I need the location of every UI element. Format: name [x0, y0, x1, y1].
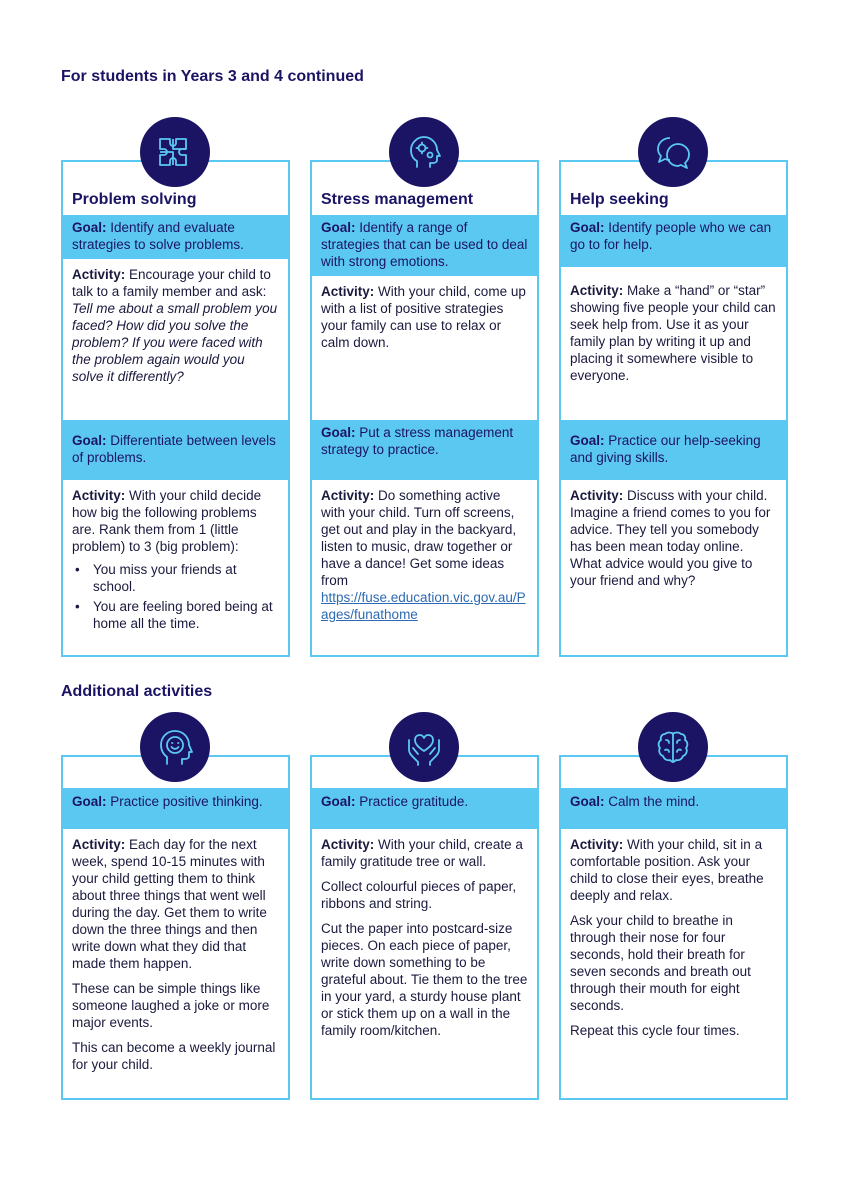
head-gears-icon	[389, 117, 459, 187]
activity-text: Activity: Encourage your child to talk to a family member and ask: Tell me about a small problem you faced? How did you solve the problem? If you were faced with the problem again would you solve it differently?	[72, 267, 278, 384]
puzzle-icon	[140, 117, 210, 187]
goal-box: Goal: Practice positive thinking.	[63, 788, 288, 829]
activity-text: Activity: Make a “hand” or “star” showing five people your child can seek help from. Use it as your family plan by writing it up and placing it somewhere visible to everyone.	[570, 283, 776, 383]
activity-text: Activity: With your child, come up with a list of positive strategies your family can use to relax or calm down.	[321, 284, 526, 350]
card-title: Problem solving	[72, 191, 197, 208]
card-stress-management	[310, 160, 539, 657]
list-item: • You are feeling bored being at home all the time.	[72, 598, 279, 632]
list-item: • You miss your friends at school.	[72, 561, 279, 595]
card-title: Stress management	[321, 191, 474, 208]
card-positive-thinking	[61, 755, 290, 1100]
goal-box: Goal: Differentiate between levels of problems.	[63, 420, 288, 480]
hands-heart-icon	[389, 712, 459, 782]
goal-box: Goal: Practice gratitude.	[312, 788, 537, 829]
brain-icon	[638, 712, 708, 782]
goal-box: Goal: Identify and evaluate strategies to solve problems.	[63, 215, 288, 259]
activity-text: Activity: With your child, sit in a comfortable position. Ask your child to close their eyes, breathe deeply and relax. Ask your child to breathe in through their nose for four seconds, hold their breath for seven seconds and breath out through their mouth for eight seconds. Repeat this cycle four times.	[570, 837, 764, 1038]
goal-box: Goal: Practice our help-seeking and giving skills.	[561, 420, 786, 480]
goal-box: Goal: Identify people who we can go to for help.	[561, 215, 786, 267]
problem-list	[72, 561, 279, 632]
goal-box: Goal: Calm the mind.	[561, 788, 786, 829]
activity-text: Activity: With your child decide how big the following problems are. Rank them from 1 (little problem) to 3 (big problem): • You miss your friends at school. • You are feeling bored being at home all the time.	[63, 480, 288, 638]
section-heading-years-3-4: For students in Years 3 and 4 continued	[61, 68, 364, 85]
card-gratitude	[310, 755, 539, 1100]
card-help-seeking	[559, 160, 788, 657]
activity-text: Activity: With your child, create a family gratitude tree or wall. Collect colourful pieces of paper, ribbons and string. Cut the paper into postcard-size pieces. On each piece of paper, write down something to be grateful about. Tie them to the tree in your yard, a sturdy house plant or stick them up on a wall in the family room/kitchen.	[321, 837, 528, 1038]
card-calm-mind	[559, 755, 788, 1100]
goal-box: Goal: Put a stress management strategy to practice.	[312, 420, 537, 480]
activity-text: Activity: Each day for the next week, spend 10-15 minutes with your child getting them to think about three things that went well during the day. Get them to write down the three things and then write down what they did that made them happen. These can be simple things like someone laughed a joke or more major events. This can become a weekly journal for your child.	[72, 837, 276, 1072]
activity-text: Activity: Do something active with your child. Turn off screens, get out and play in the backyard, listen to music, draw together or have a dance! Get some ideas from https://fuse.education.vic.gov.au/Pages/funathome	[312, 480, 537, 629]
card-problem-solving	[61, 160, 290, 657]
section-heading-additional: Additional activities	[61, 683, 213, 700]
card-title: Help seeking	[570, 191, 669, 208]
activity-text: Activity: Discuss with your child. Imagine a friend comes to you for advice. They tell you somebody has been mean today online. What advice would you give to your friend and why?	[570, 488, 771, 588]
funathome-link[interactable]: https://fuse.education.vic.gov.au/Pages/funathome	[321, 590, 526, 622]
speech-bubbles-icon	[638, 117, 708, 187]
goal-box: Goal: Identify a range of strategies that can be used to deal with strong emotions.	[312, 215, 537, 276]
smiling-head-icon	[140, 712, 210, 782]
